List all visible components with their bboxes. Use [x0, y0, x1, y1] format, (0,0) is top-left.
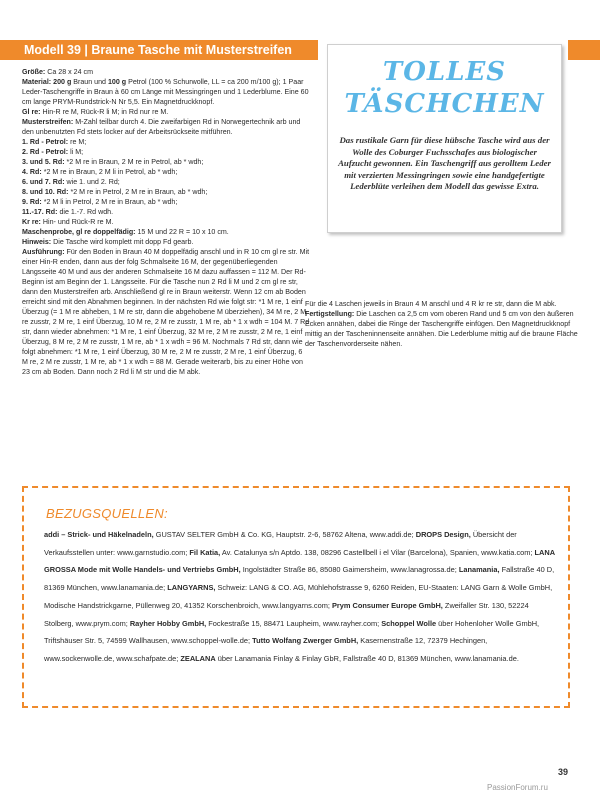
garter-text: Hin- und Rück-R re M. [40, 218, 114, 226]
finishing-paragraph [305, 309, 589, 349]
size-label: Größe: [22, 68, 46, 76]
supplier-details: Fockestraße 15, 88471 Laupheim, www.rayher.com; [206, 618, 382, 628]
row-text: wie 1. und 2. Rd; [64, 178, 120, 186]
supplier-details: über Lanamania Finlay & Finlay GbR, Fallstraße 40 D, 81369 München, www.lanamania.de. [215, 653, 519, 663]
row-label: 3. und 5. Rd: [22, 158, 65, 166]
stitch-paragraph [22, 107, 310, 117]
row-text: *2 M re in Braun, 2 M li in Petrol, ab * wdh; [41, 168, 178, 176]
supplier-name: DROPS Design, [415, 530, 471, 539]
suppliers-text [44, 526, 556, 668]
supplier-name: Lanamania, [458, 565, 500, 575]
garter-label: Kr re: [22, 218, 41, 226]
row-label: 4. Rd: [22, 168, 42, 176]
supplier-details: Schweiz: LANG & CO. AG, Mühlehofstrasse 9, 6260 Reiden, EU-Staaten: LANG Garn & Wolle GmbH, Modische Handstrickgarne, Püllenweg 20, 41352 Korschenbroich, www.langyarns.com; [44, 583, 553, 610]
pattern-text: M-Zahl teilbar durch 4. Die zweifarbigen Rd in Norwegertechnik arb und den unbenutzten Fd stets locker auf der Arbeitsrückseite mitführen. [22, 118, 301, 136]
material-text-c: Braun und [71, 78, 108, 86]
supplier-details: Übersicht der Verkaufsstellen unter: www.garnstudio.com; [44, 530, 517, 557]
row-label: 9. Rd: [22, 198, 42, 206]
feature-title-line1: TOLLES [382, 57, 507, 87]
row-instruction [22, 167, 310, 177]
page-number: 39 [558, 767, 569, 777]
page-title: Modell 39 | Braune Tasche mit Musterstreifen [24, 43, 292, 57]
supplier-name: Prym Consumer Europe GmbH, [331, 600, 443, 610]
supplier-name: LANGYARNS, [167, 583, 216, 593]
material-label: Material: [22, 78, 52, 86]
row-instruction [22, 137, 310, 147]
row-instruction [22, 157, 310, 167]
supplier-name: ZEALANA [180, 653, 216, 663]
row-text: *2 M re in Petrol, 2 M re in Braun, ab * wdh; [68, 188, 208, 196]
garter-paragraph [22, 217, 310, 227]
feature-lead: Das rustikale Garn für diese hübsche Tasche wird aus der Wolle des Coburger Fuchsschafes aus biologischer Aufzucht gewonnen. Ein Taschengriff aus gerolltem Leder mit verzierten Messingringen sowie eine handgefertigte Lederblüte verleihen dem Modell das gewisse Extra. [338, 135, 551, 192]
supplier-details: Ingolstädter Straße 86, 85080 Gaimersheim, www.lanagrossa.de; [240, 565, 459, 575]
material-amount-brown: 200 g [53, 78, 72, 86]
row-label: 8. und 10. Rd: [22, 188, 69, 196]
row-text: re M; [68, 138, 87, 146]
material-paragraph [22, 77, 310, 107]
supplier-details: Fallstraße 40 D, 81369 München, www.lanamania.de; [44, 565, 555, 593]
gauge-paragraph [22, 227, 310, 237]
row-text: die 1.-7. Rd wdh. [57, 208, 114, 216]
stitch-label: Gl re: [22, 108, 41, 116]
row-instruction [22, 147, 310, 157]
note-paragraph [22, 237, 310, 247]
pattern-paragraph [22, 117, 310, 137]
material-amount-petrol: 100 g [107, 78, 127, 86]
note-label: Hinweis: [22, 238, 52, 246]
gauge-text: 15 M und 22 R = 10 x 10 cm. [135, 228, 229, 236]
execution-text: Für den Boden in Braun 40 M doppelfädig anschl und in R 10 cm gl re str. Mit einer Hin-R enden, dann aus der folg Schmalseite 16 M, der gegenüberliegenden Längsseite 40 M und aus der anderen Schmalseite 16 M dazu auffassen = 112 M. Der Rd-Beginn ist am Beginn der 1. Längsseite. Für die Tasche nun 2 Rd li M und 2 cm gl re str, dann den Musterstreifen arb. Anschließend gl re in Braun weiterstr. Wenn 12 cm ab Boden erreicht sind mit den Abnahmen beginnen. In der nächsten Rd wie folgt str: *1 M re, 1 einf Überzug (= 1 M re abheben, 1 M re str, dann die abgehobene M überziehen), 34 M re, 2 M re zusstr, 2 M re, 1 einf Überzug, 10 M re, 2 M re zusstr, 1 M re, ab * 1 x wdh = 104 M. 7 Rd str, dann wieder abnehmen: *1 M re, 1 einf Überzug, 32 M re, 2 M re zusstr, 2 M re, 1 einf Überzug, 8 M re, 2 M re zusstr, 1 M re, ab * 1 x wdh = 96 M. Nochmals 7 Rd str, dann wie folgt abnehmen: *1 M re, 1 einf Überzug, 30 M re, 2 M re zusstr, 2 M re, 1 einf Überzug, 6 M re, 2 M re zusstr, 1 M re, ab * 1 x wdh = 88 M. Gerade weiterarb, bis zu einer Höhe von 23 cm ab Boden. Dann noch 2 Rd li M str und die M abk. [22, 248, 310, 376]
row-label: 2. Rd - Petrol: [22, 148, 69, 156]
material-text-d: Petrol (100 % Schurwolle, LL = ca 200 m/100 g); 1 Paar Leder-Taschengriffe in Braun à 60 cm Länge mit Messingringen und 1 Lederblume. Eine 60 cm lange PRYM-Rundstrick-N Nr 5,5. Ein Magnetdruckknopf. [22, 78, 309, 106]
row-label: 6. und 7. Rd: [22, 178, 65, 186]
row-instruction [22, 197, 310, 207]
finishing-column [305, 299, 589, 349]
supplier-details: GUSTAV SELTER GmbH & Co. KG, Hauptstr. 2-6, 58762 Altena, www.addi.de; [153, 530, 416, 539]
header-bar-accent [568, 40, 600, 60]
row-label: 11.-17. Rd: [22, 208, 58, 216]
row-label: 1. Rd - Petrol: [22, 138, 69, 146]
row-text: li M; [68, 148, 84, 156]
supplier-details: Av. Catalunya s/n Aptdo. 138, 08296 Castellbell i el Vilar (Barcelona), Spanien, www.katia.com; [220, 547, 535, 557]
row-instruction [22, 177, 310, 187]
size-paragraph [22, 67, 310, 77]
supplier-name: addi – Strick- und Häkelnadeln, [44, 530, 154, 539]
row-instruction [22, 207, 310, 217]
row-instruction [22, 187, 310, 197]
supplier-name: Rayher Hobby GmbH, [129, 618, 207, 628]
row-text: *2 M li in Petrol, 2 M re in Braun, ab * wdh; [41, 198, 178, 206]
suppliers-heading: BEZUGSQUELLEN: [46, 506, 168, 521]
execution-paragraph [22, 247, 310, 377]
supplier-name: LANA GROSSA Mode mit Wolle Handels- und Vertriebs GmbH, [44, 547, 555, 575]
supplier-details: Zweifaller Str. 130, 52224 Stolberg, www.prym.com; [44, 600, 529, 628]
pattern-label: Musterstreifen: [22, 118, 74, 126]
gauge-label: Maschenprobe, gl re doppelfädig: [22, 228, 136, 236]
stitch-text: Hin-R re M, Rück-R li M; in Rd nur re M. [40, 108, 169, 116]
feature-title-line2: TÄSCHCHEN [344, 89, 545, 119]
finishing-text: Die Laschen ca 2,5 cm vom oberen Rand und 5 cm von den äußeren Ecken annähen, dabei die Ringe der Taschengriffe einfügen. Den Magnetdruckknopf mittig an der Tascheninnenseite annähen. Die Lederblume mittig auf die braune Fläche der Taschenvorderseite nähen. [305, 310, 578, 348]
tabs-paragraph: Für die 4 Laschen jeweils in Braun 4 M anschl und 4 R kr re str, dann die M abk. [305, 300, 557, 308]
size-text: Ca 28 x 24 cm [45, 68, 93, 76]
suppliers-box [22, 486, 570, 708]
row-text: *2 M re in Braun, 2 M re in Petrol, ab * wdh; [64, 158, 204, 166]
supplier-details: über Hohenloher Wolle GmbH, Triftshäuser Str. 5, 74599 Wallhausen, www.schoppel-wolle.de; [44, 618, 540, 646]
supplier-name: Fil Katia, [189, 547, 221, 557]
note-text: Die Tasche wird komplett mit dopp Fd gearb. [51, 238, 194, 246]
instructions-column [22, 67, 310, 377]
feature-box [327, 44, 562, 233]
supplier-name: Tutto Wolfang Zwerger GmbH, [252, 636, 359, 646]
supplier-details: Kasernenstraße 12, 72379 Hechingen, www.sockenwolle.de, www.schafpate.de; [44, 636, 488, 663]
finishing-label: Fertigstellung: [305, 310, 355, 318]
supplier-name: Schoppel Wolle [381, 618, 437, 628]
execution-label: Ausführung: [22, 248, 65, 256]
watermark: PassionForum.ru [487, 783, 548, 792]
